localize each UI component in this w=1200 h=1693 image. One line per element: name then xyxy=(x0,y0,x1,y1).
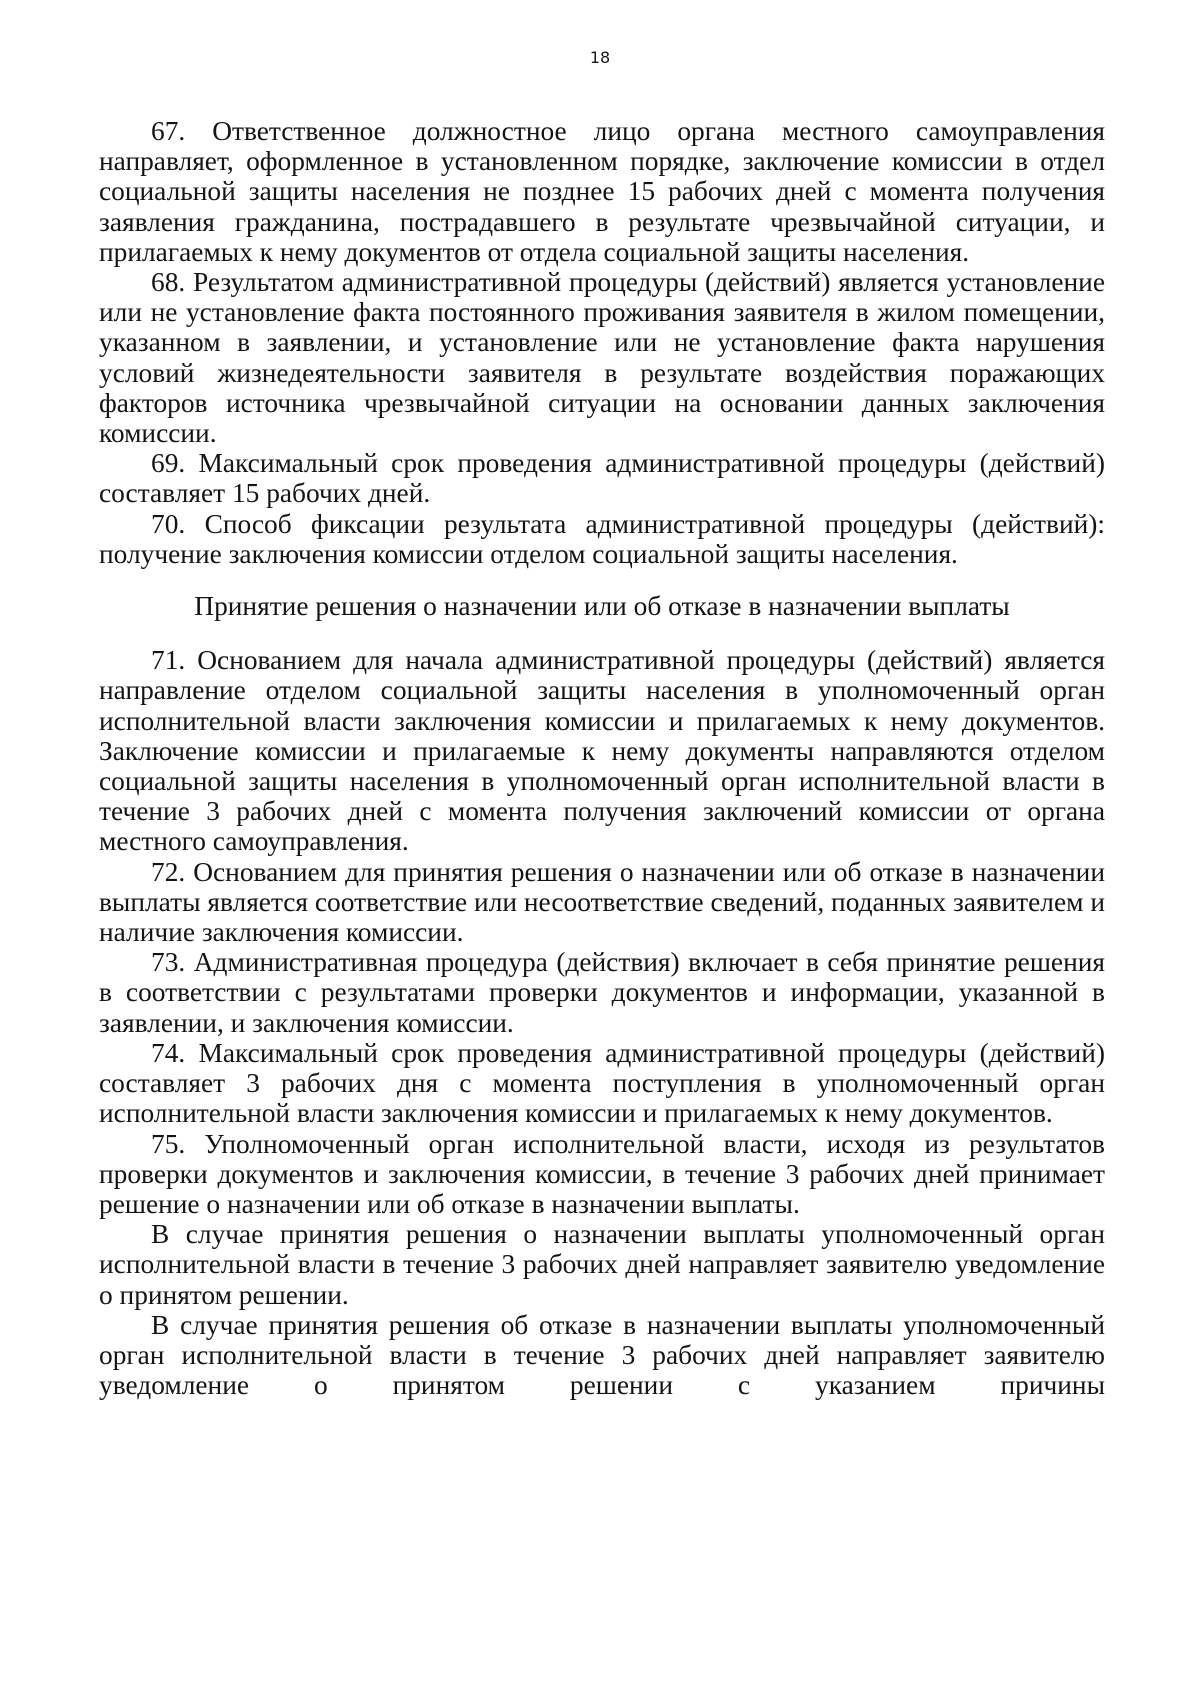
paragraph-71: 71. Основанием для начала административной процедуры (действий) является направление отделом социальной защиты населения в уполномоченный орган исполнительной власти заключения комиссии и прилагаемых к нему документов. Заключение комиссии и прилагаемые к нему документы направляются отделом социальной защиты населения в уполномоченный орган исполнительной власти в течение 3 рабочих дней с момента получения заключений комиссии от органа местного самоуправления. xyxy=(99,645,1105,857)
paragraph-69: 69. Максимальный срок проведения административной процедуры (действий) составляет 15 рабочих дней. xyxy=(99,448,1105,509)
paragraph-72: 72. Основанием для принятия решения о назначении или об отказе в назначении выплаты является соответствие или несоответствие сведений, поданных заявителем и наличие заключения комиссии. xyxy=(99,856,1105,948)
document-body xyxy=(99,116,1105,1400)
paragraph-approval-case: В случае принятия решения о назначении выплаты уполномоченный орган исполнительной власти в течение 3 рабочих дней направляет заявителю уведомление о принятом решении. xyxy=(99,1219,1105,1310)
paragraph-70: 70. Способ фиксации результата административной процедуры (действий): получение заключения комиссии отделом социальной защиты населения. xyxy=(99,508,1105,569)
paragraph-refusal-case: В случае принятия решения об отказе в назначении выплаты уполномоченный орган исполнительной власти в течение 3 рабочих дней направляет заявителю уведомление о принятом решении с указанием причины xyxy=(99,1309,1105,1401)
paragraph-74: 74. Максимальный срок проведения административной процедуры (действий) составляет 3 рабочих дня с момента поступления в уполномоченный орган исполнительной власти заключения комиссии и прилагаемых к нему документов. xyxy=(99,1037,1105,1129)
paragraph-73: 73. Административная процедура (действия) включает в себя принятие решения в соответствии с результатами проверки документов и информации, указанной в заявлении, и заключения комиссии. xyxy=(99,947,1105,1038)
page-number: 18 xyxy=(589,48,611,67)
section-heading: Принятие решения о назначении или об отказе в назначении выплаты xyxy=(194,591,1010,622)
paragraph-67: 67. Ответственное должностное лицо органа местного самоуправления направляет, оформленное в установленном порядке, заключение комиссии в отдел социальной защиты населения не позднее 15 рабочих дней с момента получения заявления гражданина, пострадавшего в результате чрезвычайной ситуации, и прилагаемых к нему документов от отдела социальной защиты населения. xyxy=(99,116,1105,267)
paragraph-68: 68. Результатом административной процедуры (действий) является установление или не установление факта постоянного проживания заявителя в жилом помещении, указанном в заявлении, и установление или не установление факта нарушения условий жизнедеятельности заявителя в результате воздействия поражающих факторов источника чрезвычайной ситуации на основании данных заключения комиссии. xyxy=(99,267,1105,449)
paragraph-75: 75. Уполномоченный орган исполнительной власти, исходя из результатов проверки документов и заключения комиссии, в течение 3 рабочих дней принимает решение о назначении или об отказе в назначении выплаты. xyxy=(99,1128,1105,1219)
